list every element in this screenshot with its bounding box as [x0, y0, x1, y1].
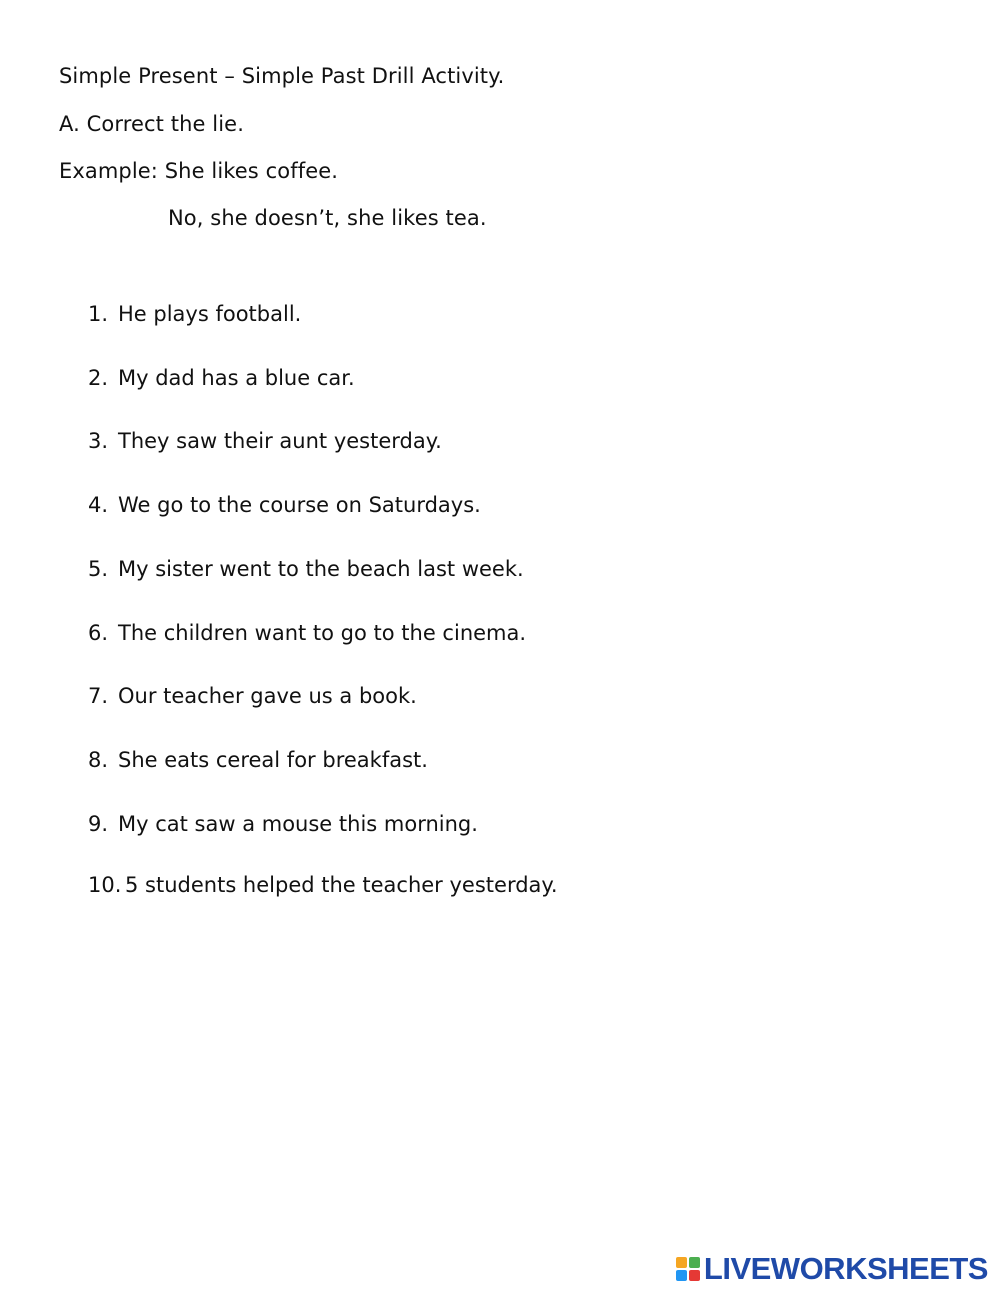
liveworksheets-brand	[676, 1252, 988, 1286]
question-number: 9.	[88, 812, 109, 836]
question-text: My sister went to the beach last week.	[118, 557, 524, 581]
question-item	[88, 810, 478, 838]
question-item	[88, 427, 442, 455]
example-prompt: Example: She likes coffee.	[59, 159, 339, 183]
question-text: We go to the course on Saturdays.	[118, 493, 481, 517]
question-number: 5.	[88, 557, 109, 581]
question-number: 7.	[88, 684, 109, 708]
example-answer: No, she doesn’t, she likes tea.	[168, 206, 487, 230]
liveworksheets-logo-icon	[676, 1257, 700, 1281]
logo-square	[676, 1270, 687, 1281]
question-item	[88, 746, 428, 774]
question-text: 5 students helped the teacher yesterday.	[125, 873, 558, 897]
logo-square	[689, 1257, 700, 1268]
question-number: 6.	[88, 621, 109, 645]
question-text: She eats cereal for breakfast.	[118, 748, 428, 772]
question-number: 1.	[88, 302, 109, 326]
question-number: 3.	[88, 429, 109, 453]
question-number: 2.	[88, 366, 109, 390]
question-item	[88, 619, 526, 647]
logo-square	[676, 1257, 687, 1268]
question-item	[88, 555, 524, 583]
question-item	[88, 491, 481, 519]
question-text: My cat saw a mouse this morning.	[118, 812, 478, 836]
question-text: He plays football.	[118, 302, 302, 326]
brand-name: LIVEWORKSHEETS	[703, 1251, 988, 1286]
question-number: 8.	[88, 748, 109, 772]
question-text: The children want to go to the cinema.	[118, 621, 527, 645]
question-text: My dad has a blue car.	[118, 366, 355, 390]
question-item	[88, 871, 558, 899]
question-item	[88, 300, 301, 328]
question-text: Our teacher gave us a book.	[118, 684, 417, 708]
worksheet-title: Simple Present – Simple Past Drill Activity.	[59, 64, 505, 88]
question-text: They saw their aunt yesterday.	[118, 429, 442, 453]
question-item	[88, 682, 417, 710]
question-number: 10.	[88, 873, 122, 897]
question-number: 4.	[88, 493, 109, 517]
section-heading: A. Correct the lie.	[59, 112, 244, 136]
logo-square	[689, 1270, 700, 1281]
question-item	[88, 364, 355, 392]
